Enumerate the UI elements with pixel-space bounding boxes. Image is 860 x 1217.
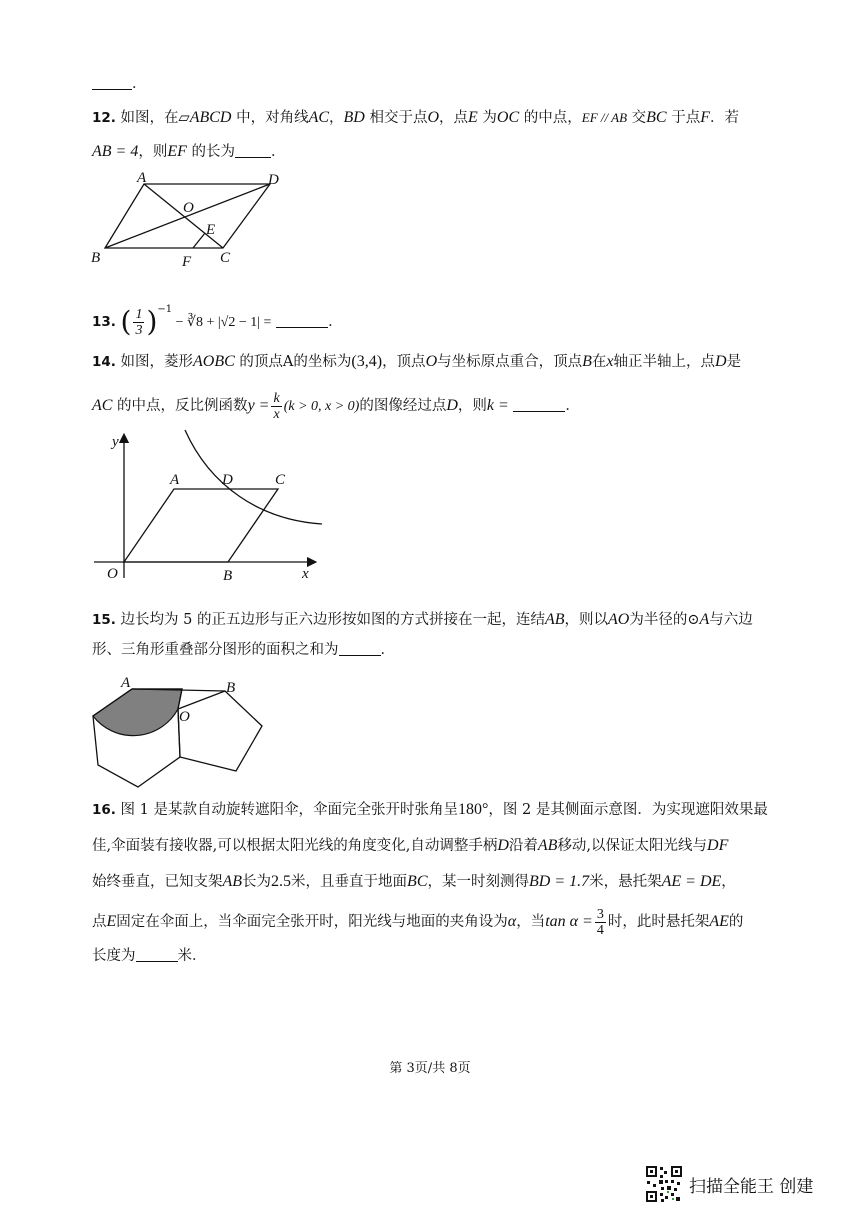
- page-number: 第 3页/共 8页: [389, 1061, 471, 1076]
- q15-number: 15.: [92, 612, 116, 628]
- label-y: y: [112, 434, 119, 450]
- q14-line1: 14. 如图，菱形AOBC 的顶点A的坐标为(3,4)，顶点O与坐标原点重合，顶点B在x轴正半轴上，点D是: [92, 353, 742, 370]
- q15-line2: 形、三角形重叠部分图形的面积之和为 ．: [92, 642, 395, 658]
- q13-number: 13.: [92, 314, 116, 330]
- q16-line4: 点E固定在伞面上，当伞面完全张开时，阳光线与地面的夹角设为α，当tan α = $\frac{3}{4}$ 时，此时悬托架AE的: [92, 906, 744, 938]
- label-o: O: [107, 566, 118, 582]
- label-x: x: [302, 566, 309, 582]
- q16-line3: 始终垂直，已知支架AB长为2.5米，且垂直于地面BC，某一时刻测得BD = 1.7米，悬托架AE = DE，: [92, 873, 736, 890]
- label-e: E: [206, 222, 216, 238]
- label-b: B: [91, 250, 101, 266]
- watermark-text: 扫描全能王 创建: [689, 1176, 814, 1197]
- q14-number: 14.: [92, 354, 116, 370]
- label-a: A: [137, 170, 147, 186]
- q12-line1: 12. 如图，在▱ABCD 中，对角线AC，BD 相交于点O，点E 为OC 的中点，EF // AB 交BC 于点F．若: [92, 109, 739, 126]
- q12-number: 12.: [92, 110, 116, 126]
- hyperbola-curve: [185, 430, 322, 524]
- qr-code-icon: [645, 1165, 683, 1203]
- q15-polygon-figure: [88, 673, 273, 793]
- label-d: D: [222, 472, 233, 488]
- shaded-sector: [93, 689, 182, 736]
- q16-number: 16.: [92, 802, 116, 818]
- diagonal-bd: [105, 184, 270, 248]
- q16-line2: 佳,伞面装有接收器,可以根据太阳光线的角度变化,自动调整手柄D沿着AB移动,以保证太阳光线与DF: [92, 837, 729, 854]
- label-a: A: [121, 675, 131, 691]
- answer-blank: [339, 641, 381, 656]
- rhombus-aobc: [124, 489, 278, 562]
- answer-blank: [513, 397, 565, 412]
- q16-line1: 16. 图 1 是某款自动旋转遮阳伞，伞面完全张开时张角呈180°，图 2 是其侧面示意图．为实现遮阳效果最: [92, 801, 768, 818]
- answer-blank: [276, 313, 328, 328]
- label-a: A: [170, 472, 180, 488]
- label-o: O: [179, 709, 190, 725]
- label-f: F: [182, 254, 192, 270]
- scanner-watermark: [645, 1165, 813, 1203]
- prev-answer-fragment: ．: [92, 74, 147, 94]
- label-d: D: [268, 172, 279, 188]
- label-b: B: [226, 680, 236, 696]
- pentagon: [178, 691, 262, 771]
- segment-ef: [193, 233, 205, 248]
- answer-blank: [136, 947, 178, 962]
- q14-line2: AC 的中点，反比例函数y = $\frac{k}{x}$ (k > 0, x > 0)的图像经过点D，则k = ．: [92, 390, 580, 422]
- answer-blank: [92, 75, 132, 90]
- q16-line5: 长度为 米．: [92, 948, 207, 964]
- q15-line1: 15. 边长均为 5 的正五边形与正六边形按如图的方式拼接在一起，连结AB，则以AO为半径的⊙A与六边: [92, 611, 753, 628]
- label-c: C: [275, 472, 286, 488]
- label-o: O: [183, 200, 194, 216]
- diagonal-ac: [144, 184, 223, 248]
- label-c: C: [220, 250, 231, 266]
- q14-rhombus-graph: [90, 428, 330, 588]
- q12-line2: AB = 4，则EF 的长为 ．: [92, 143, 286, 160]
- q13-line: 13. ( $\frac{1}{3}$ )$^{-1}$ − ∛8 + |√2 − 1| = ．: [92, 304, 343, 338]
- q12-parallelogram-figure: [88, 166, 298, 270]
- answer-blank: [235, 143, 271, 158]
- label-b: B: [223, 568, 233, 584]
